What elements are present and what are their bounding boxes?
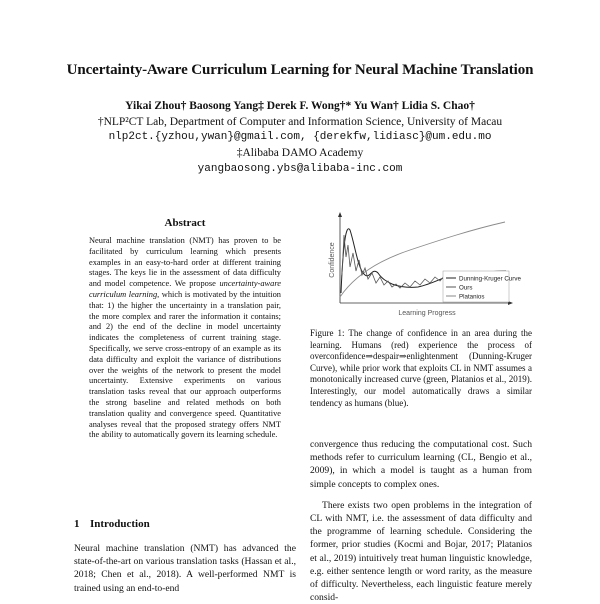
right-column-text: [310, 438, 532, 604]
figure-caption: Figure 1: The change of confidence in an area during the learning. Humans (red) experience the process of overconfidence⇒despair⇒enlightenment (Dunning-Kruger Curve), while prior work that exploits CL in NMT assumes a monotonically increased curve (green, Platanios et al., 2019). Interestingly, our model automatically draws a similar tendency as humans (blue).: [310, 328, 532, 408]
abstract-heading: Abstract: [164, 217, 206, 229]
affiliation-1: †NLP²CT Lab, Department of Computer and Information Science, University of Macau: [97, 116, 503, 128]
legend-label-platanios: Platanios: [459, 293, 485, 301]
affiliation-2: ‡Alibaba DAMO Academy: [236, 147, 364, 159]
section-heading: 1 Introduction: [74, 518, 150, 530]
legend-label-ours: Ours: [459, 284, 473, 292]
y-axis-label: Confidence: [329, 242, 336, 278]
paragraph-1: convergence thus reducing the computational cost. Such methods refer to curriculum learning (CL, Bengio et al., 2009), in which a model is taught as a human from simple concepts to complex ones.: [310, 439, 532, 490]
x-axis-label: Learning Progress: [398, 310, 456, 317]
abstract-text: Neural machine translation (NMT) has proven to be facilitated by curriculum learning which presents examples in an easy-to-hard order at different training stages. The keys lie in the assessment of data difficulty and model competence. We propose uncertainty-aware curriculum learning, which is motivated by the intuition that: 1) the higher the uncertainty in a translation pair, the more complex and rarer the information it contains; and 2) the end of the decline in model uncertainty indicates the completeness of current training stage. Specifically, we serve cross-entropy of an example as its data difficulty and exploit the variance of distributions over the weights of the network to present the model uncertainty. Extensive experiments on various translation tasks reveal that our approach outperforms the strong baseline and related methods on both translation quality and convergence speed. Quantitative analyses reveal that the proposed strategy offers NMT the ability to automatically govern its learning schedule.: [89, 236, 281, 440]
y-axis-arrow: [338, 212, 342, 217]
confidence-figure: [310, 205, 530, 325]
abstract-emphasis: uncertainty-aware curriculum learning: [89, 279, 281, 299]
figure-legend: [443, 271, 521, 302]
intro-text: Neural machine translation (NMT) has advanced the state-of-the-art on various translation tasks (Hassan et al., 2018; Chen et al., 2018). A well-performed NMT is trained using an end-to-end: [74, 543, 296, 594]
paragraph-2: There exists two open problems in the integration of CL with NMT, i.e. the assessment of data difficulty and the programme of learning schedule. Considering the former, prior studies (Kocmi and Bojar, 2017; Platanios et al., 2019) intuitively treat human linguistic knowledge, e.g. either sentence length or word rarity, as the measure of difficulty. Nevertheless, each linguistic feature merely consid-: [310, 499, 532, 604]
author-list: Yikai Zhou† Baosong Yang‡ Derek F. Wong†* Yu Wan† Lidia S. Chao†: [125, 100, 475, 112]
emails-1: nlp2ct.{yzhou,ywan}@gmail.com, {derekfw,lidiasc}@um.edu.mo: [108, 131, 492, 143]
emails-2: yangbaosong.ybs@alibaba-inc.com: [197, 163, 403, 175]
legend-label-dk: Dunning-Kruger Curve: [459, 275, 521, 283]
paper-title: Uncertainty-Aware Curriculum Learning for Neural Machine Translation: [66, 62, 534, 78]
